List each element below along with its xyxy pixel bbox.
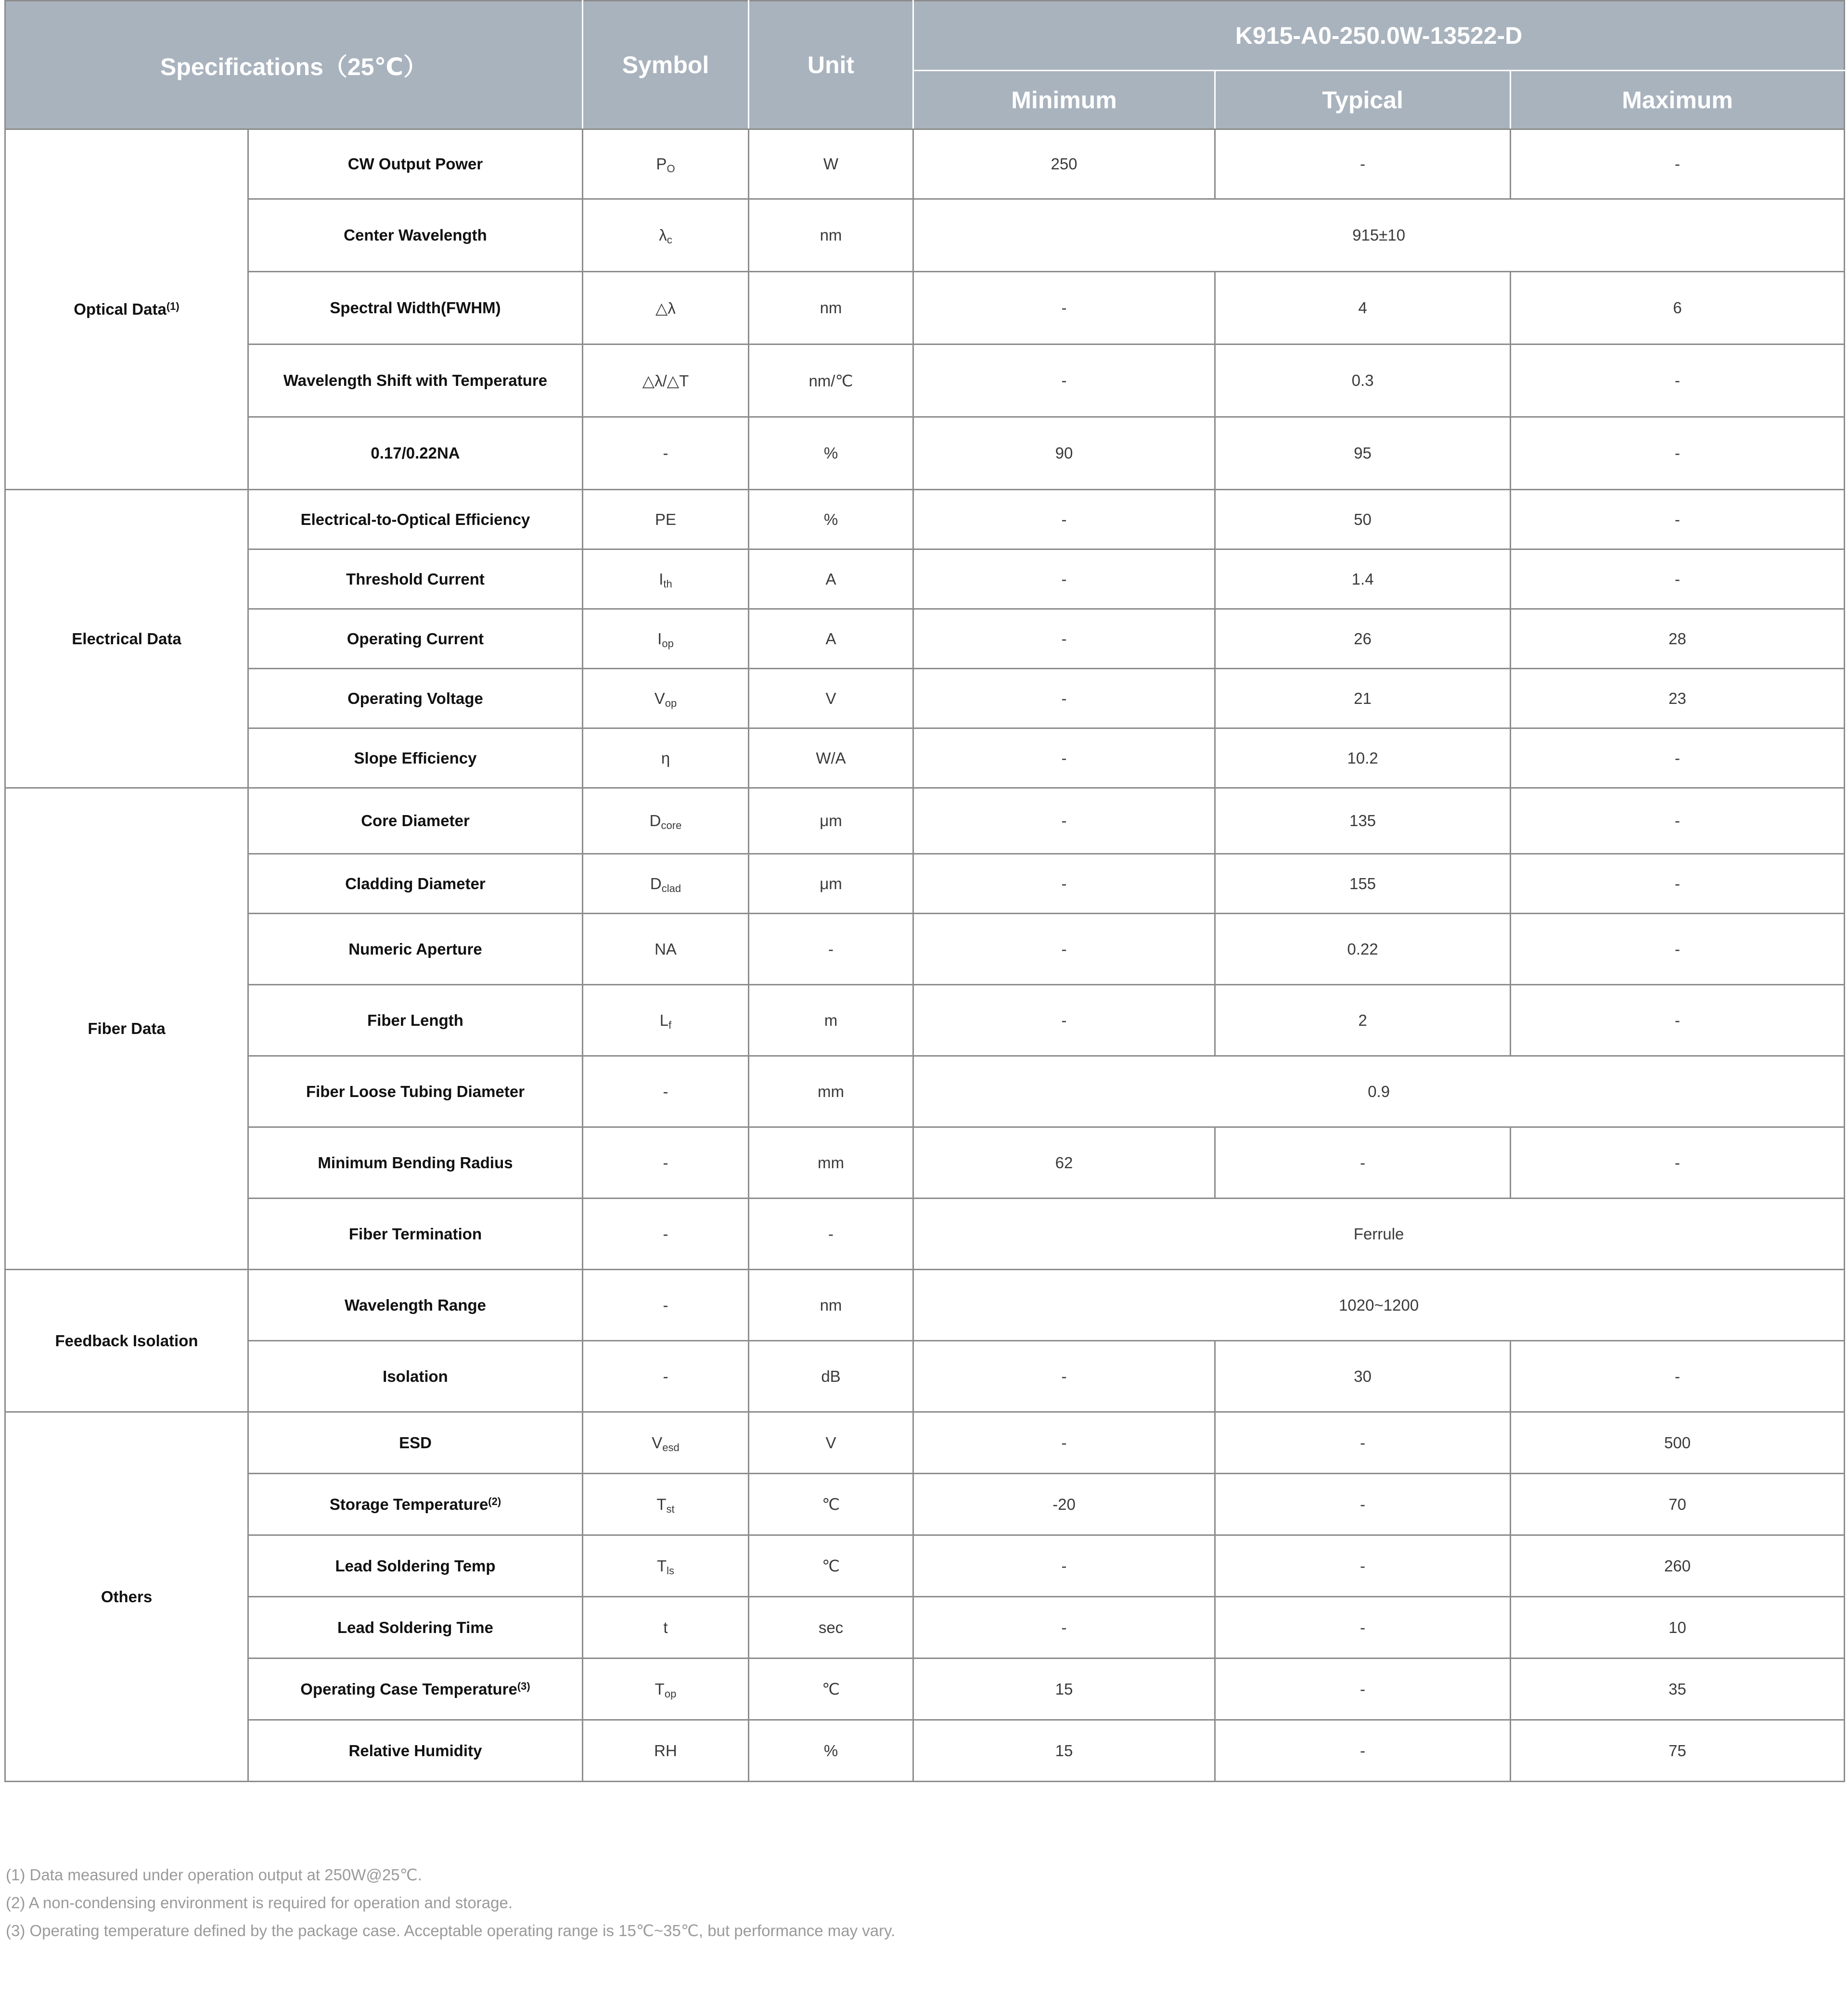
- typ-cell: 30: [1215, 1341, 1511, 1412]
- footnote-ref: (2): [488, 1495, 501, 1507]
- param-cell: Lead Soldering Time: [248, 1597, 583, 1658]
- param-cell: Minimum Bending Radius: [248, 1127, 583, 1199]
- typ-cell: -: [1215, 1412, 1511, 1474]
- unit-cell: W: [749, 129, 913, 199]
- span-value-cell: 1020~1200: [913, 1270, 1845, 1341]
- max-cell: -: [1511, 417, 1845, 490]
- symbol-cell: $L_f$: [583, 985, 749, 1056]
- typ-cell: 4: [1215, 272, 1511, 344]
- footnote-ref: (1): [166, 300, 180, 312]
- footnote-ref: (3): [517, 1680, 530, 1692]
- symbol-cell: $T_{op}$: [583, 1658, 749, 1720]
- typ-cell: -: [1215, 1720, 1511, 1782]
- group-feedback-isolation: Feedback Isolation: [5, 1270, 248, 1412]
- table-row: [5, 1056, 1845, 1127]
- table-row: [5, 788, 1845, 854]
- span-value-cell: 915±10: [913, 199, 1845, 272]
- typ-cell: 0.3: [1215, 344, 1511, 417]
- header-model: K915-A0-250.0W-13522-D: [913, 1, 1845, 71]
- symbol-cell: NA: [583, 914, 749, 985]
- table-row: [5, 854, 1845, 914]
- symbol-cell: -: [583, 1341, 749, 1412]
- span-value-cell: 0.9: [913, 1056, 1845, 1127]
- max-cell: 70: [1511, 1474, 1845, 1535]
- param-cell: Lead Soldering Temp: [248, 1535, 583, 1597]
- max-cell: -: [1511, 549, 1845, 609]
- max-cell: -: [1511, 914, 1845, 985]
- unit-cell: dB: [749, 1341, 913, 1412]
- min-cell: -: [913, 669, 1215, 728]
- min-cell: -: [913, 344, 1215, 417]
- unit-cell: μm: [749, 854, 913, 914]
- unit-cell: nm: [749, 272, 913, 344]
- max-cell: 260: [1511, 1535, 1845, 1597]
- symbol-cell: $I_{th}$: [583, 549, 749, 609]
- unit-cell: nm/℃: [749, 344, 913, 417]
- min-cell: -: [913, 272, 1215, 344]
- max-cell: -: [1511, 728, 1845, 788]
- max-cell: 23: [1511, 669, 1845, 728]
- header-maximum: Maximum: [1511, 71, 1845, 129]
- symbol-cell: -: [583, 1056, 749, 1127]
- min-cell: -: [913, 1412, 1215, 1474]
- table-row: [5, 344, 1845, 417]
- typ-cell: 2: [1215, 985, 1511, 1056]
- unit-cell: V: [749, 1412, 913, 1474]
- unit-cell: -: [749, 1199, 913, 1270]
- min-cell: -20: [913, 1474, 1215, 1535]
- min-cell: 90: [913, 417, 1215, 490]
- header-unit: Unit: [749, 1, 913, 129]
- symbol-cell: PE: [583, 490, 749, 549]
- group-fiber-data: Fiber Data: [5, 788, 248, 1270]
- max-cell: 6: [1511, 272, 1845, 344]
- param-cell: Operating Voltage: [248, 669, 583, 728]
- param-cell: Wavelength Range: [248, 1270, 583, 1341]
- typ-cell: -: [1215, 1127, 1511, 1199]
- footnote-2: (2) A non-condensing environment is required for operation and storage.: [6, 1894, 513, 1912]
- symbol-cell: $I_{op}$: [583, 609, 749, 669]
- typ-cell: 155: [1215, 854, 1511, 914]
- unit-cell: sec: [749, 1597, 913, 1658]
- param-cell: Core Diameter: [248, 788, 583, 854]
- table-row: [5, 669, 1845, 728]
- table-row: [5, 1270, 1845, 1341]
- min-cell: -: [913, 854, 1215, 914]
- span-value-cell: Ferrule: [913, 1199, 1845, 1270]
- min-cell: 62: [913, 1127, 1215, 1199]
- unit-cell: V: [749, 669, 913, 728]
- unit-cell: ℃: [749, 1658, 913, 1720]
- param-cell: Operating Case Temperature$^{(3)}$: [248, 1658, 583, 1720]
- min-cell: -: [913, 549, 1215, 609]
- param-cell: CW Output Power: [248, 129, 583, 199]
- param-cell: 0.17/0.22NA: [248, 417, 583, 490]
- max-cell: 28: [1511, 609, 1845, 669]
- min-cell: -: [913, 728, 1215, 788]
- header-typical: Typical: [1215, 71, 1511, 129]
- typ-cell: -: [1215, 1474, 1511, 1535]
- typ-cell: 50: [1215, 490, 1511, 549]
- symbol-cell: △λ/△T: [583, 344, 749, 417]
- min-cell: -: [913, 788, 1215, 854]
- unit-cell: A: [749, 549, 913, 609]
- param-cell: Fiber Termination: [248, 1199, 583, 1270]
- table-row: [5, 1199, 1845, 1270]
- table-row: [5, 1597, 1845, 1658]
- max-cell: 35: [1511, 1658, 1845, 1720]
- table-row: [5, 1535, 1845, 1597]
- unit-cell: μm: [749, 788, 913, 854]
- table-row: [5, 1412, 1845, 1474]
- min-cell: -: [913, 985, 1215, 1056]
- max-cell: -: [1511, 1341, 1845, 1412]
- unit-cell: %: [749, 417, 913, 490]
- param-cell: Slope Efficiency: [248, 728, 583, 788]
- symbol-cell: $D_{core}$: [583, 788, 749, 854]
- header-symbol: Symbol: [583, 1, 749, 129]
- max-cell: -: [1511, 129, 1845, 199]
- typ-cell: 26: [1215, 609, 1511, 669]
- unit-cell: %: [749, 490, 913, 549]
- table-row: [5, 1474, 1845, 1535]
- typ-cell: -: [1215, 1658, 1511, 1720]
- group-label: Optical Data: [74, 300, 167, 318]
- typ-cell: 10.2: [1215, 728, 1511, 788]
- unit-cell: m: [749, 985, 913, 1056]
- max-cell: 500: [1511, 1412, 1845, 1474]
- footnote-1: (1) Data measured under operation output at 250W@25℃.: [6, 1866, 422, 1884]
- param-cell: Center Wavelength: [248, 199, 583, 272]
- symbol-cell: -: [583, 417, 749, 490]
- unit-cell: %: [749, 1720, 913, 1782]
- typ-cell: -: [1215, 1597, 1511, 1658]
- table-row: [5, 1127, 1845, 1199]
- table-row: [5, 728, 1845, 788]
- param-cell: Threshold Current: [248, 549, 583, 609]
- table-row: [5, 272, 1845, 344]
- param-cell: Electrical-to-Optical Efficiency: [248, 490, 583, 549]
- table-row: [5, 1658, 1845, 1720]
- table-row: [5, 490, 1845, 549]
- symbol-cell: △λ: [583, 272, 749, 344]
- symbol-cell: $T_{st}$: [583, 1474, 749, 1535]
- min-cell: -: [913, 490, 1215, 549]
- min-cell: -: [913, 1341, 1215, 1412]
- symbol-cell: $P_O$: [583, 129, 749, 199]
- table-row: [5, 609, 1845, 669]
- unit-cell: nm: [749, 199, 913, 272]
- symbol-cell: $V_{op}$: [583, 669, 749, 728]
- param-cell: Fiber Length: [248, 985, 583, 1056]
- table-row: [5, 199, 1845, 272]
- typ-cell: 1.4: [1215, 549, 1511, 609]
- param-cell: Operating Current: [248, 609, 583, 669]
- footnote-3: (3) Operating temperature defined by the package case. Acceptable operating range is 15℃~35℃, but performance may vary.: [6, 1922, 896, 1939]
- unit-cell: A: [749, 609, 913, 669]
- max-cell: 10: [1511, 1597, 1845, 1658]
- typ-cell: 135: [1215, 788, 1511, 854]
- param-cell: Cladding Diameter: [248, 854, 583, 914]
- max-cell: -: [1511, 1127, 1845, 1199]
- header-minimum: Minimum: [913, 71, 1215, 129]
- symbol-cell: RH: [583, 1720, 749, 1782]
- table-row: [5, 417, 1845, 490]
- unit-cell: mm: [749, 1127, 913, 1199]
- table-row: [5, 129, 1845, 199]
- max-cell: -: [1511, 854, 1845, 914]
- min-cell: 15: [913, 1720, 1215, 1782]
- param-cell: Relative Humidity: [248, 1720, 583, 1782]
- min-cell: -: [913, 914, 1215, 985]
- unit-cell: ℃: [749, 1474, 913, 1535]
- param-cell: Isolation: [248, 1341, 583, 1412]
- max-cell: 75: [1511, 1720, 1845, 1782]
- table-row: [5, 914, 1845, 985]
- typ-cell: -: [1215, 129, 1511, 199]
- symbol-cell: t: [583, 1597, 749, 1658]
- symbol-cell: -: [583, 1270, 749, 1341]
- min-cell: -: [913, 1597, 1215, 1658]
- footnotes: [6, 1861, 1835, 1945]
- group-others: Others: [5, 1412, 248, 1782]
- typ-cell: 95: [1215, 417, 1511, 490]
- header-specifications: Specifications（25℃）: [5, 1, 583, 129]
- param-cell: Wavelength Shift with Temperature: [248, 344, 583, 417]
- max-cell: -: [1511, 344, 1845, 417]
- unit-cell: nm: [749, 1270, 913, 1341]
- unit-cell: -: [749, 914, 913, 985]
- max-cell: -: [1511, 985, 1845, 1056]
- header-row-top: [5, 1, 1845, 71]
- max-cell: -: [1511, 788, 1845, 854]
- table-row: [5, 985, 1845, 1056]
- max-cell: -: [1511, 490, 1845, 549]
- table-row: [5, 1720, 1845, 1782]
- unit-cell: mm: [749, 1056, 913, 1127]
- group-electrical-data: Electrical Data: [5, 490, 248, 788]
- symbol-cell: $D_{clad}$: [583, 854, 749, 914]
- symbol-cell: $\lambda_c$: [583, 199, 749, 272]
- param-cell: Storage Temperature$^{(2)}$: [248, 1474, 583, 1535]
- symbol-cell: η: [583, 728, 749, 788]
- symbol-cell: -: [583, 1127, 749, 1199]
- unit-cell: ℃: [749, 1535, 913, 1597]
- table-row: [5, 1341, 1845, 1412]
- table-row: [5, 549, 1845, 609]
- param-cell: Numeric Aperture: [248, 914, 583, 985]
- param-cell: Spectral Width(FWHM): [248, 272, 583, 344]
- unit-cell: W/A: [749, 728, 913, 788]
- group-optical-data: [5, 129, 248, 490]
- typ-cell: 21: [1215, 669, 1511, 728]
- typ-cell: -: [1215, 1535, 1511, 1597]
- min-cell: 15: [913, 1658, 1215, 1720]
- min-cell: 250: [913, 129, 1215, 199]
- specifications-table: [4, 0, 1845, 1782]
- param-cell: ESD: [248, 1412, 583, 1474]
- symbol-cell: $T_{ls}$: [583, 1535, 749, 1597]
- symbol-cell: -: [583, 1199, 749, 1270]
- symbol-cell: $V_{esd}$: [583, 1412, 749, 1474]
- min-cell: -: [913, 1535, 1215, 1597]
- param-cell: Fiber Loose Tubing Diameter: [248, 1056, 583, 1127]
- typ-cell: 0.22: [1215, 914, 1511, 985]
- min-cell: -: [913, 609, 1215, 669]
